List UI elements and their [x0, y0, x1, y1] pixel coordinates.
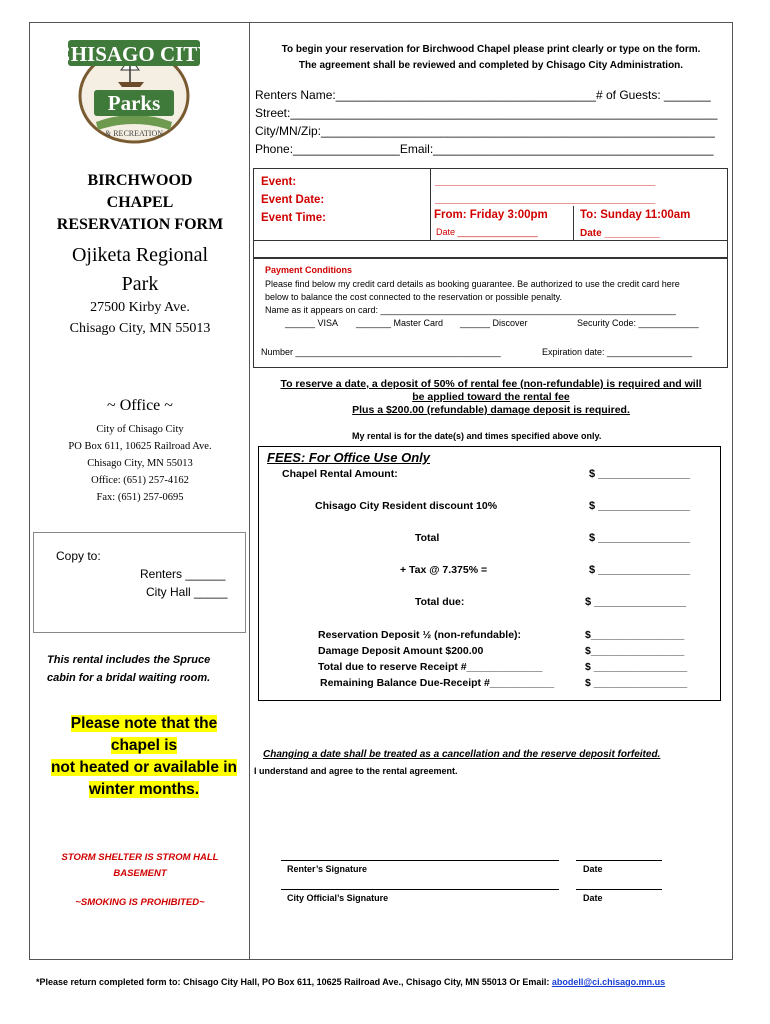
park-name-line2: Park: [121, 273, 159, 295]
deposit-line1: To reserve a date, a deposit of 50% of rental fee (non-refundable) is required and will: [280, 378, 702, 390]
cancellation-notice: Changing a date shall be treated as a cancellation and the reserve deposit forfeited.: [263, 749, 661, 760]
total-due-label: Total due:: [415, 596, 465, 608]
card-name-field[interactable]: Name as it appears on card: ___________________________________________________________: [265, 305, 676, 315]
fees-title: FEES: For Office Use Only: [267, 450, 431, 465]
street-field[interactable]: Street:________________________________________________________________: [255, 106, 718, 120]
total-label: Total: [415, 532, 440, 544]
storm-shelter-line2: BASEMENT: [113, 868, 167, 879]
copy-to-box: [33, 532, 246, 633]
remaining-balance-value[interactable]: $ ________________: [585, 677, 688, 689]
reservation-deposit-label: Reservation Deposit ½ (non-refundable):: [318, 629, 522, 641]
copy-to-label: Copy to:: [56, 549, 101, 563]
event-date-field[interactable]: ____________________________________: [435, 193, 656, 205]
office-line: Fax: (651) 257-0695: [96, 492, 184, 503]
damage-deposit-value[interactable]: $________________: [585, 645, 685, 657]
tax-label: + Tax @ 7.375% =: [400, 564, 488, 576]
chisago-city-parks-logo: [55, 30, 213, 148]
office-address: [40, 421, 240, 506]
tax-value[interactable]: $ _______________: [589, 564, 690, 576]
event-field[interactable]: ____________________________________: [435, 175, 656, 187]
renter-signature-label[interactable]: Renter’s Signature: [287, 864, 368, 874]
damage-deposit-label: Damage Deposit Amount $200.00: [318, 645, 484, 657]
security-code-field[interactable]: Security Code: ____________: [577, 318, 699, 328]
office-title: ~ Office ~: [107, 397, 173, 414]
payment-title: Payment Conditions: [265, 265, 353, 275]
deposit-line3: Plus a $200.00 (refundable) damage deposit is required.: [352, 404, 630, 416]
agreement-statement: I understand and agree to the rental agreement.: [254, 766, 458, 776]
return-instructions: *Please return completed form to: Chisago City Hall, PO Box 611, 10625 Railroad Ave., Chisago City, MN 55013 Or Email: abodell@ci.chisago.mn.us: [36, 977, 666, 987]
deposit-line2: be applied toward the rental fee: [412, 391, 570, 403]
office-line: City of Chisago City: [96, 424, 184, 435]
date-from-field[interactable]: Date ________________: [436, 227, 538, 237]
renter-date-label[interactable]: Date: [583, 864, 603, 874]
event-date-label: Event Date:: [261, 194, 325, 206]
resident-discount-value[interactable]: $ _______________: [589, 500, 690, 512]
event-time-label: Event Time:: [261, 212, 326, 224]
rental-dates-note: My rental is for the date(s) and times specified above only.: [352, 431, 602, 441]
office-line: Office: (651) 257-4162: [91, 475, 189, 486]
official-date-label[interactable]: Date: [583, 893, 603, 903]
date-to-field[interactable]: Date __________: [580, 228, 661, 239]
discover-option[interactable]: ______ Discover: [460, 318, 528, 328]
payment-text-line2: below to balance the cost connected to the reservation or possible penalty.: [265, 292, 563, 302]
svg-text:& RECREATION: & RECREATION: [105, 129, 163, 138]
renters-name-field[interactable]: Renters Name:_______________________________________# of Guests: _______: [255, 88, 711, 102]
intro-line1: To begin your reservation for Birchwood Chapel please print clearly or type on the form.: [281, 44, 701, 55]
form-title-line3: RESERVATION FORM: [56, 216, 224, 233]
spruce-note-line2: cabin for a bridal waiting room.: [47, 672, 211, 684]
official-signature-label[interactable]: City Official’s Signature: [287, 893, 389, 903]
city-zip-field[interactable]: City/MN/Zip:___________________________________________________________: [255, 124, 715, 138]
card-number-field[interactable]: Number _________________________________________: [261, 347, 501, 357]
intro-line2: The agreement shall be reviewed and completed by Chisago City Administration.: [298, 60, 684, 71]
total-value[interactable]: $ _______________: [589, 532, 690, 544]
column-divider: [249, 22, 250, 960]
remaining-balance-receipt[interactable]: Remaining Balance Due-Receipt #___________: [320, 677, 555, 689]
payment-text-line1: Please find below my credit card details as booking guarantee. Be authorized to use the credit card here: [265, 279, 680, 289]
phone-email-field[interactable]: Phone:________________Email:__________________________________________: [255, 142, 714, 156]
event-time-to: To: Sunday 11:00am: [580, 209, 691, 221]
total-due-value[interactable]: $ _______________: [585, 596, 686, 608]
visa-option[interactable]: ______ VISA: [285, 318, 339, 328]
email-link[interactable]: abodell@ci.chisago.mn.us: [551, 977, 666, 987]
event-time-from: From: Friday 3:00pm: [434, 209, 548, 221]
form-title-line1: BIRCHWOOD: [87, 172, 193, 189]
chapel-rental-label: Chapel Rental Amount:: [282, 468, 398, 480]
svg-text:Parks: Parks: [107, 91, 161, 115]
park-address-line2: Chisago City, MN 55013: [69, 321, 211, 336]
spruce-note-line1: This rental includes the Spruce: [47, 654, 211, 666]
expiration-date-field[interactable]: Expiration date: _________________: [542, 347, 693, 357]
resident-discount-label: Chisago City Resident discount 10%: [315, 500, 498, 512]
form-title-line2: CHAPEL: [106, 194, 174, 211]
winter-notice: Please note that the chapel is not heated or available in winter months.: [50, 715, 238, 798]
storm-shelter-line1: STORM SHELTER IS STROM HALL: [61, 852, 219, 863]
park-address-line1: 27500 Kirby Ave.: [90, 300, 190, 315]
copy-to-renters[interactable]: Renters ______: [140, 567, 226, 581]
total-reserve-receipt[interactable]: Total due to reserve Receipt #_____________: [318, 661, 543, 673]
chapel-rental-value[interactable]: $ _______________: [589, 468, 690, 480]
total-reserve-value[interactable]: $ ________________: [585, 661, 688, 673]
copy-to-city-hall[interactable]: City Hall _____: [146, 585, 228, 599]
event-label: Event:: [261, 176, 297, 188]
office-line: PO Box 611, 10625 Railroad Ave.: [68, 441, 212, 452]
smoking-notice: ~SMOKING IS PROHIBITED~: [75, 897, 205, 908]
park-name-line1: Ojiketa Regional: [71, 244, 209, 266]
svg-text:CHISAGO CITY: CHISAGO CITY: [55, 42, 213, 66]
office-line: Chisago City, MN 55013: [87, 458, 193, 469]
reservation-deposit-value[interactable]: $________________: [585, 629, 685, 641]
mastercard-option[interactable]: _______ Master Card: [356, 318, 444, 328]
